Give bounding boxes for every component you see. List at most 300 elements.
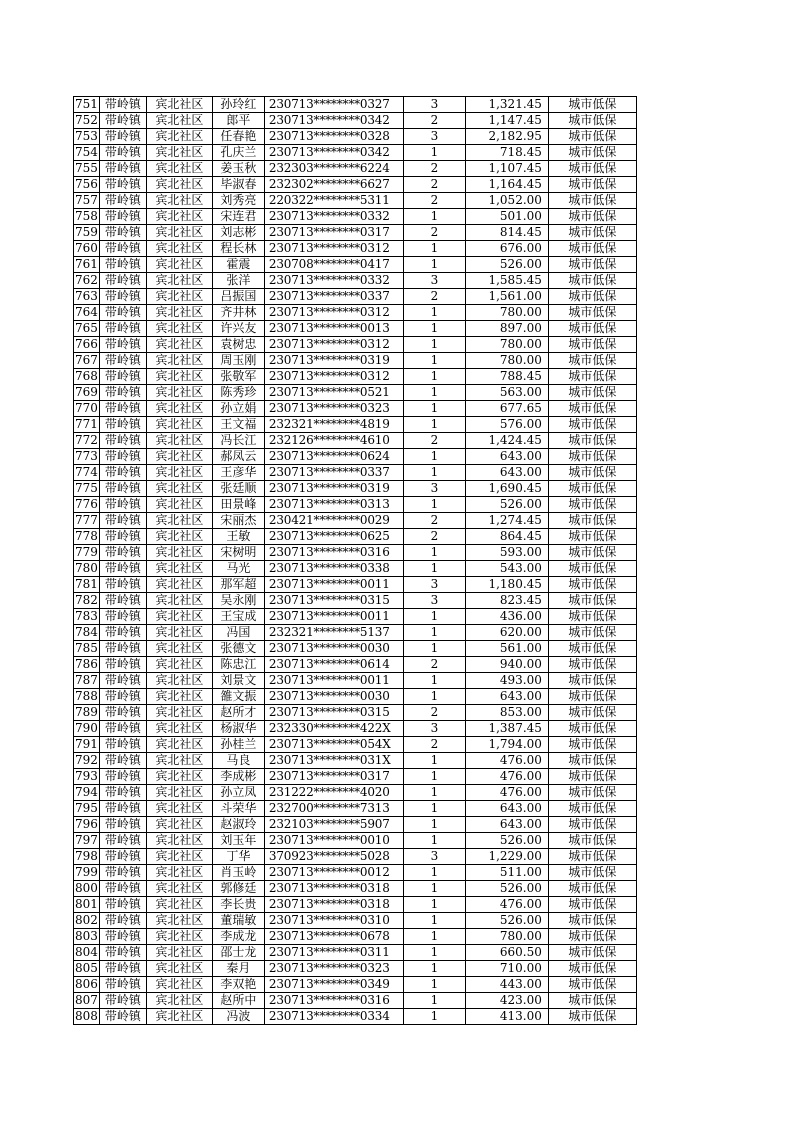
name-cell: 张敬军 (212, 369, 264, 385)
household-size-cell: 1 (403, 833, 465, 849)
row-number: 799 (75, 865, 98, 879)
household-size-cell: 1 (403, 241, 465, 257)
household-size-cell: 2 (403, 177, 465, 193)
category-cell: 城市低保 (548, 433, 636, 449)
community-cell: 宾北社区 (146, 497, 212, 513)
amount-cell: 788.45 (465, 369, 548, 385)
town-cell: 带岭镇 (99, 433, 146, 449)
id-number-cell: 230713********0338 (264, 561, 403, 577)
name-cell: 李双艳 (212, 977, 264, 993)
household-size-cell: 1 (403, 465, 465, 481)
community-cell: 宾北社区 (146, 193, 212, 209)
amount-cell: 501.00 (465, 209, 548, 225)
table-row (74, 593, 637, 609)
community-cell: 宾北社区 (146, 369, 212, 385)
community-cell: 宾北社区 (146, 705, 212, 721)
town-cell: 带岭镇 (99, 321, 146, 337)
category-cell: 城市低保 (548, 849, 636, 865)
name-cell: 赵所中 (212, 993, 264, 1009)
id-number-cell: 230713********0323 (264, 401, 403, 417)
name-cell: 王彦华 (212, 465, 264, 481)
category-cell: 城市低保 (548, 481, 636, 497)
id-number-cell: 230713********0013 (264, 321, 403, 337)
town-cell: 带岭镇 (99, 769, 146, 785)
table-body (74, 97, 637, 1025)
community-cell: 宾北社区 (146, 993, 212, 1009)
id-number-cell: 230713********0337 (264, 289, 403, 305)
row-number: 770 (75, 401, 98, 415)
household-size-cell: 1 (403, 401, 465, 417)
id-number-cell: 370923********5028 (264, 849, 403, 865)
household-size-cell: 2 (403, 161, 465, 177)
id-number-cell: 232321********5137 (264, 625, 403, 641)
category-cell: 城市低保 (548, 97, 636, 113)
household-size-cell: 3 (403, 273, 465, 289)
community-cell: 宾北社区 (146, 513, 212, 529)
town-cell: 带岭镇 (99, 545, 146, 561)
town-cell: 带岭镇 (99, 817, 146, 833)
category-cell: 城市低保 (548, 305, 636, 321)
amount-cell: 940.00 (465, 657, 548, 673)
amount-cell: 897.00 (465, 321, 548, 337)
town-cell: 带岭镇 (99, 881, 146, 897)
category-cell: 城市低保 (548, 689, 636, 705)
table-row (74, 289, 637, 305)
id-number-cell: 232700********7313 (264, 801, 403, 817)
id-number-cell: 230713********0317 (264, 225, 403, 241)
household-size-cell: 1 (403, 385, 465, 401)
town-cell: 带岭镇 (99, 785, 146, 801)
table-row (74, 417, 637, 433)
id-number-cell: 232126********4610 (264, 433, 403, 449)
name-cell: 孙立娟 (212, 401, 264, 417)
id-number-cell: 230713********0312 (264, 369, 403, 385)
row-number: 802 (75, 913, 98, 927)
name-cell: 李长贵 (212, 897, 264, 913)
table-row (74, 449, 637, 465)
table-row (74, 305, 637, 321)
row-number: 783 (75, 609, 98, 623)
row-number: 771 (75, 417, 98, 431)
household-size-cell: 2 (403, 225, 465, 241)
name-cell: 刘志彬 (212, 225, 264, 241)
category-cell: 城市低保 (548, 753, 636, 769)
table-row (74, 929, 637, 945)
category-cell: 城市低保 (548, 513, 636, 529)
amount-cell: 1,321.45 (465, 97, 548, 113)
amount-cell: 526.00 (465, 913, 548, 929)
town-cell: 带岭镇 (99, 209, 146, 225)
table-row (74, 385, 637, 401)
table-row (74, 161, 637, 177)
household-size-cell: 2 (403, 513, 465, 529)
amount-cell: 677.65 (465, 401, 548, 417)
town-cell: 带岭镇 (99, 897, 146, 913)
table-row (74, 273, 637, 289)
community-cell: 宾北社区 (146, 785, 212, 801)
community-cell: 宾北社区 (146, 801, 212, 817)
town-cell: 带岭镇 (99, 193, 146, 209)
category-cell: 城市低保 (548, 817, 636, 833)
row-number: 808 (75, 1009, 98, 1023)
table-row (74, 465, 637, 481)
community-cell: 宾北社区 (146, 401, 212, 417)
amount-cell: 493.00 (465, 673, 548, 689)
amount-cell: 1,274.45 (465, 513, 548, 529)
amount-cell: 476.00 (465, 769, 548, 785)
category-cell: 城市低保 (548, 161, 636, 177)
row-number: 803 (75, 929, 98, 943)
category-cell: 城市低保 (548, 641, 636, 657)
category-cell: 城市低保 (548, 625, 636, 641)
table-row (74, 961, 637, 977)
category-cell: 城市低保 (548, 705, 636, 721)
amount-cell: 710.00 (465, 961, 548, 977)
household-size-cell: 1 (403, 961, 465, 977)
town-cell: 带岭镇 (99, 385, 146, 401)
name-cell: 周玉刚 (212, 353, 264, 369)
town-cell: 带岭镇 (99, 449, 146, 465)
table-row (74, 817, 637, 833)
community-cell: 宾北社区 (146, 673, 212, 689)
name-cell: 刘秀亮 (212, 193, 264, 209)
amount-cell: 476.00 (465, 897, 548, 913)
household-size-cell: 1 (403, 865, 465, 881)
town-cell: 带岭镇 (99, 97, 146, 113)
household-size-cell: 1 (403, 801, 465, 817)
community-cell: 宾北社区 (146, 305, 212, 321)
amount-cell: 814.45 (465, 225, 548, 241)
town-cell: 带岭镇 (99, 721, 146, 737)
household-size-cell: 2 (403, 289, 465, 305)
town-cell: 带岭镇 (99, 481, 146, 497)
amount-cell: 443.00 (465, 977, 548, 993)
amount-cell: 780.00 (465, 305, 548, 321)
table-row (74, 369, 637, 385)
table-row (74, 561, 637, 577)
community-cell: 宾北社区 (146, 737, 212, 753)
table-row (74, 913, 637, 929)
id-number-cell: 230713********0318 (264, 881, 403, 897)
table-row (74, 705, 637, 721)
table-row (74, 625, 637, 641)
community-cell: 宾北社区 (146, 689, 212, 705)
household-size-cell: 1 (403, 305, 465, 321)
household-size-cell: 1 (403, 673, 465, 689)
amount-cell: 643.00 (465, 689, 548, 705)
row-number: 798 (75, 849, 98, 863)
community-cell: 宾北社区 (146, 881, 212, 897)
town-cell: 带岭镇 (99, 609, 146, 625)
community-cell: 宾北社区 (146, 897, 212, 913)
table-row (74, 113, 637, 129)
name-cell: 马光 (212, 561, 264, 577)
relief-roster-table (73, 96, 637, 1025)
amount-cell: 576.00 (465, 417, 548, 433)
amount-cell: 526.00 (465, 833, 548, 849)
town-cell: 带岭镇 (99, 401, 146, 417)
row-number: 777 (75, 513, 98, 527)
household-size-cell: 1 (403, 817, 465, 833)
town-cell: 带岭镇 (99, 129, 146, 145)
community-cell: 宾北社区 (146, 609, 212, 625)
town-cell: 带岭镇 (99, 801, 146, 817)
household-size-cell: 1 (403, 209, 465, 225)
community-cell: 宾北社区 (146, 865, 212, 881)
community-cell: 宾北社区 (146, 849, 212, 865)
table-row (74, 785, 637, 801)
table-row (74, 977, 637, 993)
amount-cell: 718.45 (465, 145, 548, 161)
town-cell: 带岭镇 (99, 337, 146, 353)
id-number-cell: 230713********0316 (264, 993, 403, 1009)
community-cell: 宾北社区 (146, 209, 212, 225)
amount-cell: 526.00 (465, 497, 548, 513)
category-cell: 城市低保 (548, 657, 636, 673)
amount-cell: 1,387.45 (465, 721, 548, 737)
household-size-cell: 3 (403, 721, 465, 737)
row-number: 759 (75, 225, 98, 239)
community-cell: 宾北社区 (146, 657, 212, 673)
community-cell: 宾北社区 (146, 449, 212, 465)
community-cell: 宾北社区 (146, 481, 212, 497)
table-row (74, 769, 637, 785)
id-number-cell: 232303********6224 (264, 161, 403, 177)
id-number-cell: 230713********0313 (264, 497, 403, 513)
table-row (74, 353, 637, 369)
town-cell: 带岭镇 (99, 289, 146, 305)
name-cell: 张廷顺 (212, 481, 264, 497)
name-cell: 张德文 (212, 641, 264, 657)
household-size-cell: 1 (403, 641, 465, 657)
amount-cell: 1,052.00 (465, 193, 548, 209)
id-number-cell: 230713********0312 (264, 337, 403, 353)
category-cell: 城市低保 (548, 209, 636, 225)
household-size-cell: 1 (403, 913, 465, 929)
id-number-cell: 230713********0342 (264, 145, 403, 161)
amount-cell: 561.00 (465, 641, 548, 657)
table-row (74, 657, 637, 673)
amount-cell: 643.00 (465, 449, 548, 465)
name-cell: 毕淑春 (212, 177, 264, 193)
row-number: 805 (75, 961, 98, 975)
id-number-cell: 230713********0030 (264, 641, 403, 657)
household-size-cell: 1 (403, 769, 465, 785)
category-cell: 城市低保 (548, 497, 636, 513)
amount-cell: 864.45 (465, 529, 548, 545)
town-cell: 带岭镇 (99, 273, 146, 289)
amount-cell: 643.00 (465, 465, 548, 481)
row-number: 756 (75, 177, 98, 191)
id-number-cell: 230713********0625 (264, 529, 403, 545)
household-size-cell: 1 (403, 353, 465, 369)
name-cell: 吴永刚 (212, 593, 264, 609)
row-number: 785 (75, 641, 98, 655)
row-number: 801 (75, 897, 98, 911)
row-number: 776 (75, 497, 98, 511)
community-cell: 宾北社区 (146, 945, 212, 961)
name-cell: 刘玉年 (212, 833, 264, 849)
table-row (74, 689, 637, 705)
name-cell: 姜玉秋 (212, 161, 264, 177)
community-cell: 宾北社区 (146, 289, 212, 305)
community-cell: 宾北社区 (146, 577, 212, 593)
town-cell: 带岭镇 (99, 497, 146, 513)
row-number: 790 (75, 721, 98, 735)
household-size-cell: 2 (403, 529, 465, 545)
name-cell: 冯国 (212, 625, 264, 641)
town-cell: 带岭镇 (99, 369, 146, 385)
community-cell: 宾北社区 (146, 241, 212, 257)
household-size-cell: 1 (403, 321, 465, 337)
table-row (74, 641, 637, 657)
name-cell: 秦月 (212, 961, 264, 977)
category-cell: 城市低保 (548, 833, 636, 849)
community-cell: 宾北社区 (146, 641, 212, 657)
household-size-cell: 1 (403, 881, 465, 897)
name-cell: 肖玉岭 (212, 865, 264, 881)
community-cell: 宾北社区 (146, 145, 212, 161)
name-cell: 陈忠江 (212, 657, 264, 673)
id-number-cell: 230713********0328 (264, 129, 403, 145)
name-cell: 丁华 (212, 849, 264, 865)
amount-cell: 1,229.00 (465, 849, 548, 865)
category-cell: 城市低保 (548, 465, 636, 481)
name-cell: 冯长江 (212, 433, 264, 449)
table-row (74, 881, 637, 897)
town-cell: 带岭镇 (99, 977, 146, 993)
category-cell: 城市低保 (548, 145, 636, 161)
table-row (74, 337, 637, 353)
category-cell: 城市低保 (548, 401, 636, 417)
name-cell: 斗荣华 (212, 801, 264, 817)
amount-cell: 476.00 (465, 753, 548, 769)
name-cell: 赵淑玲 (212, 817, 264, 833)
community-cell: 宾北社区 (146, 769, 212, 785)
id-number-cell: 230713********0310 (264, 913, 403, 929)
id-number-cell: 230713********0011 (264, 577, 403, 593)
amount-cell: 1,180.45 (465, 577, 548, 593)
community-cell: 宾北社区 (146, 1009, 212, 1025)
community-cell: 宾北社区 (146, 625, 212, 641)
community-cell: 宾北社区 (146, 417, 212, 433)
table-row (74, 321, 637, 337)
amount-cell: 423.00 (465, 993, 548, 1009)
table-row (74, 737, 637, 753)
household-size-cell: 3 (403, 577, 465, 593)
row-number: 773 (75, 449, 98, 463)
category-cell: 城市低保 (548, 913, 636, 929)
name-cell: 王宝成 (212, 609, 264, 625)
household-size-cell: 2 (403, 433, 465, 449)
category-cell: 城市低保 (548, 881, 636, 897)
category-cell: 城市低保 (548, 241, 636, 257)
id-number-cell: 232330********422X (264, 721, 403, 737)
category-cell: 城市低保 (548, 321, 636, 337)
table-row (74, 529, 637, 545)
id-number-cell: 230713********0337 (264, 465, 403, 481)
row-number: 788 (75, 689, 98, 703)
id-number-cell: 230713********0312 (264, 241, 403, 257)
category-cell: 城市低保 (548, 385, 636, 401)
row-number: 752 (75, 113, 98, 127)
name-cell: 孔庆兰 (212, 145, 264, 161)
row-number: 766 (75, 337, 98, 351)
household-size-cell: 2 (403, 657, 465, 673)
category-cell: 城市低保 (548, 129, 636, 145)
table-row (74, 945, 637, 961)
household-size-cell: 1 (403, 753, 465, 769)
town-cell: 带岭镇 (99, 993, 146, 1009)
name-cell: 孙立凤 (212, 785, 264, 801)
row-number: 767 (75, 353, 98, 367)
town-cell: 带岭镇 (99, 561, 146, 577)
id-number-cell: 230713********0311 (264, 945, 403, 961)
community-cell: 宾北社区 (146, 977, 212, 993)
name-cell: 那军超 (212, 577, 264, 593)
table-row (74, 1009, 637, 1025)
town-cell: 带岭镇 (99, 929, 146, 945)
table-row (74, 481, 637, 497)
town-cell: 带岭镇 (99, 225, 146, 241)
id-number-cell: 230713********0316 (264, 545, 403, 561)
table-row (74, 257, 637, 273)
amount-cell: 1,147.45 (465, 113, 548, 129)
household-size-cell: 1 (403, 417, 465, 433)
name-cell: 张洋 (212, 273, 264, 289)
id-number-cell: 230713********0332 (264, 209, 403, 225)
amount-cell: 643.00 (465, 817, 548, 833)
name-cell: 李成彬 (212, 769, 264, 785)
amount-cell: 780.00 (465, 337, 548, 353)
table-row (74, 193, 637, 209)
town-cell: 带岭镇 (99, 529, 146, 545)
community-cell: 宾北社区 (146, 385, 212, 401)
row-number: 789 (75, 705, 98, 719)
community-cell: 宾北社区 (146, 833, 212, 849)
row-number: 760 (75, 241, 98, 255)
town-cell: 带岭镇 (99, 161, 146, 177)
id-number-cell: 230713********031X (264, 753, 403, 769)
name-cell: 孙桂兰 (212, 737, 264, 753)
id-number-cell: 230713********0521 (264, 385, 403, 401)
name-cell: 齐井林 (212, 305, 264, 321)
table-row (74, 209, 637, 225)
community-cell: 宾北社区 (146, 561, 212, 577)
amount-cell: 436.00 (465, 609, 548, 625)
household-size-cell: 1 (403, 257, 465, 273)
amount-cell: 1,794.00 (465, 737, 548, 753)
household-size-cell: 1 (403, 145, 465, 161)
name-cell: 刘景文 (212, 673, 264, 689)
id-number-cell: 230713********0624 (264, 449, 403, 465)
id-number-cell: 230713********0319 (264, 353, 403, 369)
community-cell: 宾北社区 (146, 337, 212, 353)
id-number-cell: 230421********0029 (264, 513, 403, 529)
name-cell: 雒文振 (212, 689, 264, 705)
household-size-cell: 1 (403, 609, 465, 625)
amount-cell: 1,164.45 (465, 177, 548, 193)
town-cell: 带岭镇 (99, 673, 146, 689)
household-size-cell: 2 (403, 737, 465, 753)
amount-cell: 511.00 (465, 865, 548, 881)
town-cell: 带岭镇 (99, 945, 146, 961)
town-cell: 带岭镇 (99, 1009, 146, 1025)
amount-cell: 1,107.45 (465, 161, 548, 177)
category-cell: 城市低保 (548, 225, 636, 241)
community-cell: 宾北社区 (146, 721, 212, 737)
id-number-cell: 230713********0319 (264, 481, 403, 497)
